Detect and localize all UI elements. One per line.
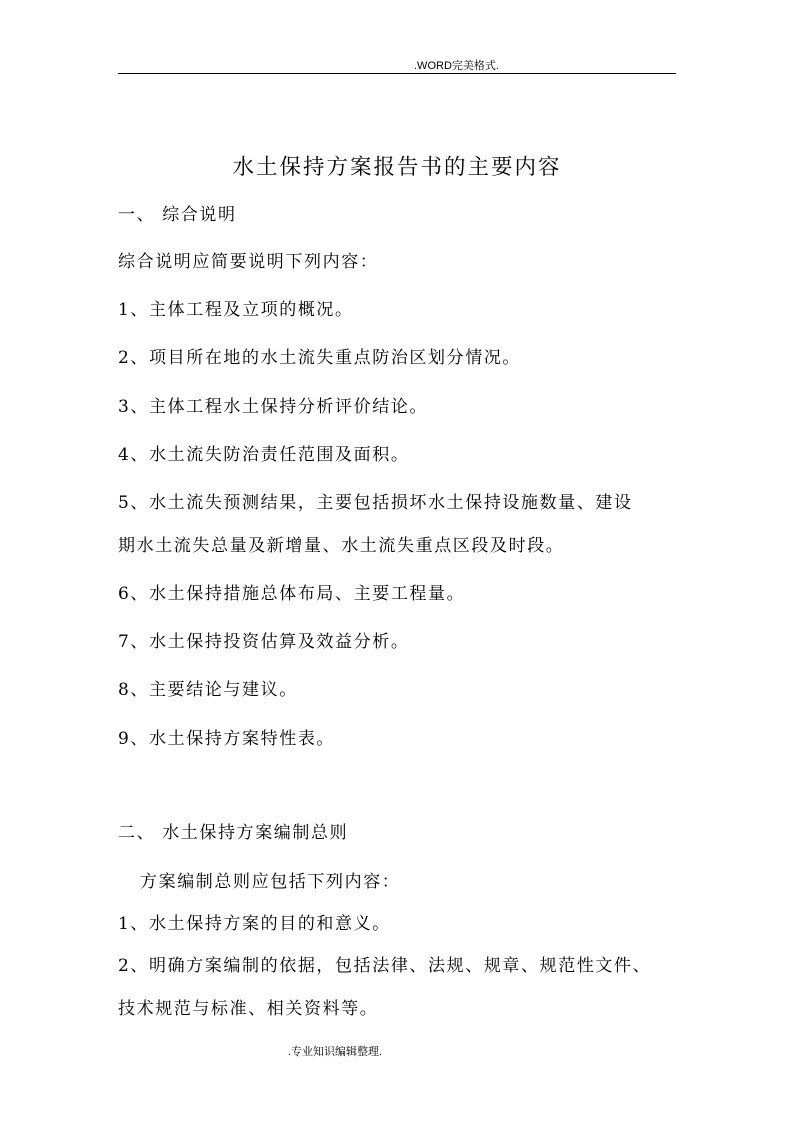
list-item: 3、主体工程水土保持分析评价结论。 [118, 397, 429, 417]
section-heading: 一、 综合说明 [118, 205, 237, 225]
list-item: 2、项目所在地的水土流失重点防治区划分情况。 [118, 348, 522, 368]
header-rule [118, 73, 676, 74]
list-item: 4、水土流失防治责任范围及面积。 [118, 445, 410, 465]
list-item: 1、水土保持方案的目的和意义。 [118, 914, 391, 934]
document-title: 水土保持方案报告书的主要内容 [232, 155, 562, 180]
section-intro: 方案编制总则应包括下列内容： [140, 872, 401, 892]
list-item: 2、明确方案编制的依据，包括法律、法规、规章、规范性文件、 [118, 956, 652, 976]
list-item: 7、水土保持投资估算及效益分析。 [118, 632, 410, 652]
page-footer: .专业知识编辑整理. [288, 1046, 383, 1058]
list-item: 1、主体工程及立项的概况。 [118, 300, 354, 320]
list-item: 6、水土保持措施总体布局、主要工程量。 [118, 584, 466, 604]
section-heading: 二、 水土保持方案编制总则 [118, 823, 349, 843]
list-item: 技术规范与标准、相关资料等。 [118, 999, 379, 1019]
header-text: .WORD完美格式. [414, 60, 499, 72]
list-item: 期水土流失总量及新增量、水土流失重点区段及时段。 [118, 536, 565, 556]
list-item: 8、主要结论与建议。 [118, 680, 298, 700]
section-intro: 综合说明应简要说明下列内容： [118, 252, 379, 272]
list-item: 9、水土保持方案特性表。 [118, 729, 336, 749]
list-item: 5、水土流失预测结果，主要包括损坏水土保持设施数量、建设 [118, 493, 633, 513]
